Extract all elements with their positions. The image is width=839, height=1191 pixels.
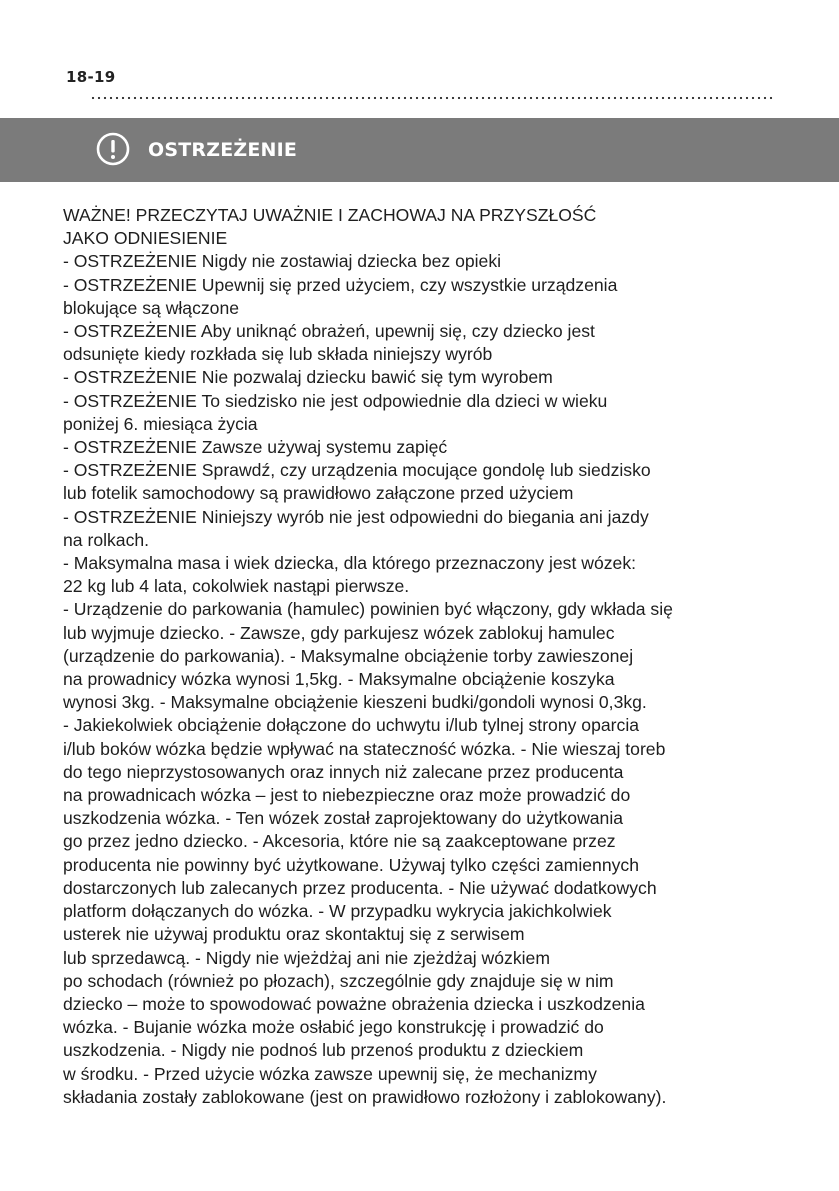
warning-title: OSTRZEŻENIE bbox=[148, 139, 298, 161]
dotted-divider bbox=[90, 96, 774, 100]
text-line: - Urządzenie do parkowania (hamulec) powinien być włączony, gdy wkłada się bbox=[63, 599, 673, 620]
text-line: wynosi 3kg. - Maksymalne obciążenie kieszeni budki/gondoli wynosi 0,3kg. bbox=[63, 692, 647, 713]
text-line: - OSTRZEŻENIE Sprawdź, czy urządzenia mocujące gondolę lub siedzisko bbox=[63, 460, 651, 481]
text-line: i/lub boków wózka będzie wpływać na stateczność wózka. - Nie wieszaj toreb bbox=[63, 738, 666, 759]
text-line: - Maksymalna masa i wiek dziecka, dla którego przeznaczony jest wózek: bbox=[63, 553, 637, 574]
text-line: go przez jedno dziecko. - Akcesoria, które nie są zaakceptowane przez bbox=[63, 831, 616, 852]
warning-header-bar bbox=[0, 118, 839, 182]
text-line: platform dołączanych do wózka. - W przypadku wykrycia jakichkolwiek bbox=[63, 901, 612, 922]
text-line: - OSTRZEŻENIE Nigdy nie zostawiaj dziecka bez opieki bbox=[63, 251, 502, 272]
text-line: blokujące są włączone bbox=[63, 297, 240, 318]
page-number: 18-19 bbox=[66, 68, 116, 86]
text-line: WAŻNE! PRZECZYTAJ UWAŻNIE I ZACHOWAJ NA PRZYSZŁOŚĆ bbox=[63, 205, 597, 225]
text-line: na rolkach. bbox=[63, 529, 150, 550]
text-line: uszkodzenia. - Nigdy nie podnoś lub przenoś produktu z dzieckiem bbox=[63, 1040, 584, 1061]
text-line: usterek nie używaj produktu oraz skontaktuj się z serwisem bbox=[63, 924, 525, 945]
text-line: - OSTRZEŻENIE Aby uniknąć obrażeń, upewnij się, czy dziecko jest bbox=[63, 321, 595, 342]
text-line: po schodach (również po płozach), szczególnie gdy znajduje się w nim bbox=[63, 970, 614, 991]
text-line: na prowadnicach wózka – jest to niebezpieczne oraz może prowadzić do bbox=[63, 785, 631, 806]
text-line: uszkodzenia wózka. - Ten wózek został zaprojektowany do użytkowania bbox=[63, 808, 624, 829]
text-line: producenta nie powinny być użytkowane. Używaj tylko części zamiennych bbox=[63, 854, 639, 875]
text-line: - OSTRZEŻENIE To siedzisko nie jest odpowiednie dla dzieci w wieku bbox=[63, 390, 608, 411]
text-line: na prowadnicy wózka wynosi 1,5kg. - Maksymalne obciążenie koszyka bbox=[63, 669, 615, 690]
text-line: dostarczonych lub zalecanych przez producenta. - Nie używać dodatkowych bbox=[63, 877, 657, 898]
text-line: składania zostały zablokowane (jest on prawidłowo rozłożony i zablokowany). bbox=[63, 1086, 667, 1107]
text-line: - OSTRZEŻENIE Zawsze używaj systemu zapięć bbox=[63, 437, 448, 458]
text-line: 22 kg lub 4 lata, cokolwiek nastąpi pierwsze. bbox=[63, 576, 410, 597]
text-line: (urządzenie do parkowania). - Maksymalne obciążenie torby zawieszonej bbox=[63, 645, 634, 666]
text-line: do tego nieprzystosowanych oraz innych niż zalecane przez producenta bbox=[63, 761, 624, 782]
text-line: lub wyjmuje dziecko. - Zawsze, gdy parkujesz wózek zablokuj hamulec bbox=[63, 622, 615, 643]
text-line: dziecko – może to spowodować poważne obrażenia dziecka i uszkodzenia bbox=[63, 993, 645, 1014]
text-line: JAKO ODNIESIENIE bbox=[63, 228, 228, 249]
text-line: wózka. - Bujanie wózka może osłabić jego konstrukcję i prowadzić do bbox=[63, 1017, 604, 1038]
warning-text-body bbox=[63, 204, 803, 1109]
text-line: - OSTRZEŻENIE Nie pozwalaj dziecku bawić się tym wyrobem bbox=[63, 367, 553, 388]
text-line: lub fotelik samochodowy są prawidłowo załączone przed użyciem bbox=[63, 483, 574, 504]
text-line: lub sprzedawcą. - Nigdy nie wjeżdżaj ani nie zjeżdżaj wózkiem bbox=[63, 947, 550, 968]
text-line: - OSTRZEŻENIE Upewnij się przed użyciem, czy wszystkie urządzenia bbox=[63, 274, 618, 295]
text-line: odsunięte kiedy rozkłada się lub składa niniejszy wyrób bbox=[63, 344, 493, 365]
text-line: poniżej 6. miesiąca życia bbox=[63, 413, 258, 434]
text-line: w środku. - Przed użycie wózka zawsze upewnij się, że mechanizmy bbox=[63, 1063, 597, 1084]
text-line: - Jakiekolwiek obciążenie dołączone do uchwytu i/lub tylnej strony oparcia bbox=[63, 715, 640, 736]
text-line: - OSTRZEŻENIE Niniejszy wyrób nie jest odpowiedni do biegania ani jazdy bbox=[63, 506, 649, 527]
exclamation-circle-icon bbox=[96, 132, 130, 166]
